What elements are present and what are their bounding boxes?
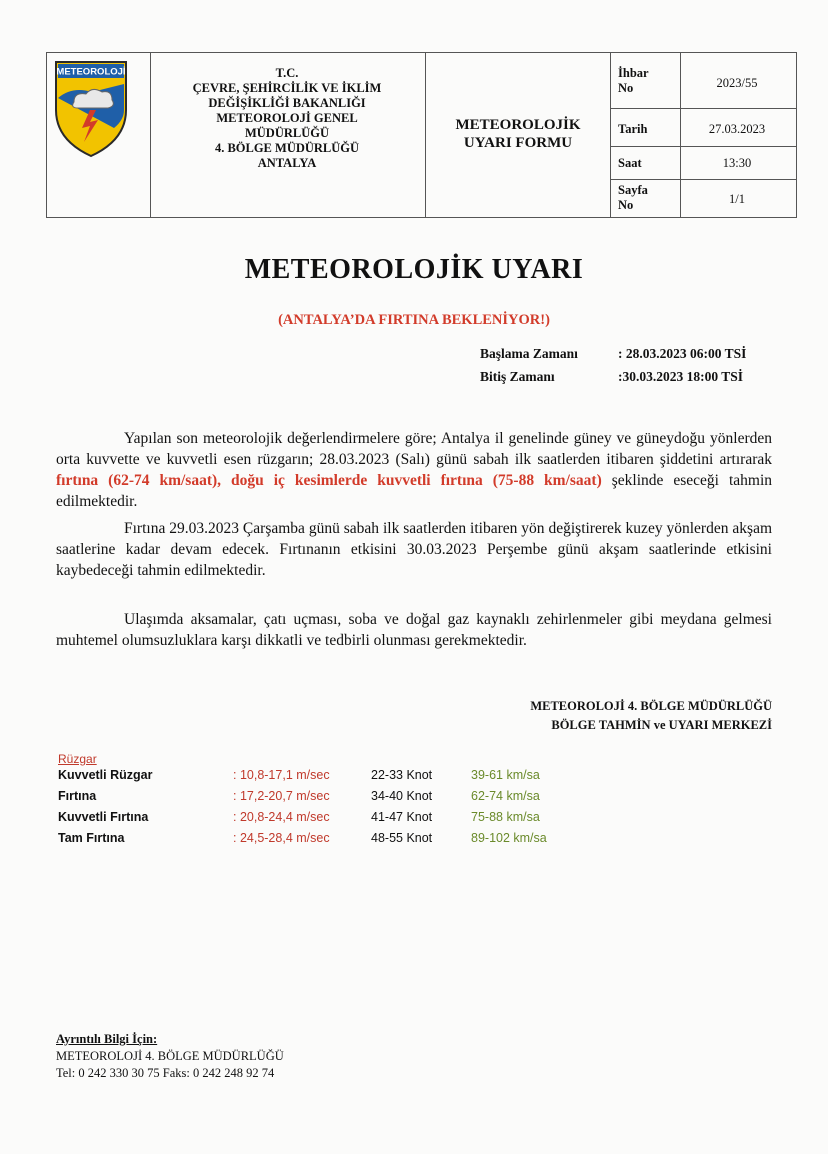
wind-kmh: 89-102 km/sa: [471, 831, 547, 845]
page-title: METEOROLOJİK UYARI: [244, 254, 584, 285]
start-time: [480, 346, 746, 362]
paragraph-1-highlight: fırtına (62-74 km/saat), doğu iç kesimlerde kuvvetli fırtına (75-88 km/saat): [56, 472, 602, 489]
wind-kmh: 39-61 km/sa: [471, 768, 540, 782]
wind-name: Kuvvetli Rüzgar: [58, 768, 153, 782]
wind-knot: 48-55 Knot: [371, 831, 433, 845]
org-line: 4. BÖLGE MÜDÜRLÜĞÜ: [214, 141, 360, 155]
wind-ms: : 24,5-28,4 m/sec: [233, 831, 330, 845]
end-time-value: :30.03.2023 18:00 TSİ: [618, 369, 744, 384]
end-time: [480, 369, 743, 385]
warning-subtitle: (ANTALYA’DA FIRTINA BEKLENİYOR!): [278, 312, 550, 328]
wind-kmh: 75-88 km/sa: [471, 810, 540, 824]
end-time-label: Bitiş Zamanı: [480, 369, 555, 384]
org-line: T.C.: [275, 66, 299, 80]
wind-knot: 34-40 Knot: [371, 789, 433, 803]
paragraph-1: [56, 428, 772, 512]
contact-org: METEOROLOJİ 4. BÖLGE MÜDÜRLÜĞÜ: [56, 1049, 284, 1063]
paragraph-1-end: şeklinde eseceği tahmin edilmektedir.: [56, 472, 773, 510]
contact-block: [56, 1031, 284, 1082]
wind-name: Tam Fırtına: [58, 831, 125, 845]
sayfa-label: [618, 183, 648, 213]
tarih-value: 27.03.2023: [708, 122, 766, 136]
wind-knot: 22-33 Knot: [371, 768, 433, 782]
wind-row: [58, 768, 540, 789]
wind-row: [58, 789, 540, 810]
paragraph-1-text: Yapılan son meteorolojik değerlendirmelere göre; Antalya il genelinde güney ve güneydoğu yönlerden orta kuvvette ve kuvvetli esen rüzgarın; 28.03.2023 (Salı) günü sabah ilk saatlerden itibaren şiddetini artırarak: [56, 430, 772, 468]
saat-value: 13:30: [722, 156, 752, 170]
start-time-label: Başlama Zamanı: [480, 346, 578, 361]
sayfa-label-line-2: No: [618, 198, 634, 212]
tarih-label: Tarih: [618, 122, 648, 136]
logo-text: METEOROLOJİ: [56, 66, 126, 78]
sayfa-value: 1/1: [729, 192, 745, 206]
org-line: MÜDÜRLÜĞÜ: [244, 126, 330, 140]
ihbar-value: 2023/55: [716, 76, 758, 90]
ihbar-label: [618, 66, 649, 96]
org-line: DEĞİŞİKLİĞİ BAKANLIĞI: [208, 96, 366, 110]
org-line: METEOROLOJİ GENEL: [216, 111, 358, 125]
signature-line-1: METEOROLOJİ 4. BÖLGE MÜDÜRLÜĞÜ: [530, 699, 772, 713]
org-line: ÇEVRE, ŞEHİRCİLİK VE İKLİM: [192, 81, 382, 95]
start-time-value: : 28.03.2023 06:00 TSİ: [618, 346, 747, 361]
contact-phone: Tel: 0 242 330 30 75 Faks: 0 242 248 92 74: [56, 1066, 275, 1080]
saat-label: Saat: [618, 156, 642, 170]
signature-line-2: BÖLGE TAHMİN ve UYARI MERKEZİ: [551, 718, 772, 732]
wind-row: [58, 831, 547, 852]
wind-scale-table: [58, 752, 547, 852]
org-line: ANTALYA: [257, 156, 317, 170]
paragraph-3-text: Ulaşımda aksamalar, çatı uçması, soba ve doğal gaz kaynaklı zehirlenmeler gibi meydana gelmesi muhtemel olumsuzluklara karşı dikkatli ve tedbirli olunması gerekmektedir.: [56, 611, 772, 649]
paragraph-2-text: Fırtına 29.03.2023 Çarşamba günü sabah ilk saatlerden itibaren yön değiştirerek kuzey yönlerden akşam saatlerine kadar devam edecek. Fırtınanın etkisini 30.03.2023 Perşembe günü akşam saatlerinde etkisini kaybedeceği tahmin edilmektedir.: [56, 520, 772, 579]
signature-block: [530, 697, 772, 735]
paragraph-3: [56, 609, 772, 651]
ihbar-label-line-1: İhbar: [618, 66, 649, 80]
wind-ms: : 17,2-20,7 m/sec: [233, 789, 330, 803]
form-title: [426, 116, 610, 152]
contact-title: Ayrıntılı Bilgi İçin:: [56, 1032, 158, 1046]
wind-kmh: 62-74 km/sa: [471, 789, 540, 803]
wind-row: [58, 810, 540, 831]
wind-name: Kuvvetli Fırtına: [58, 810, 149, 824]
wind-ms: : 20,8-24,4 m/sec: [233, 810, 330, 824]
form-title-line-1: METEOROLOJİK: [455, 117, 581, 133]
wind-knot: 41-47 Knot: [371, 810, 433, 824]
wind-name: Fırtına: [58, 789, 97, 803]
paragraph-2: [56, 518, 772, 581]
wind-heading: Rüzgar: [58, 752, 97, 766]
ihbar-label-line-2: No: [618, 81, 634, 95]
wind-ms: : 10,8-17,1 m/sec: [233, 768, 330, 782]
form-title-line-2: UYARI FORMU: [463, 135, 573, 151]
organization-block: [152, 66, 422, 171]
meteoroloji-logo: [52, 58, 130, 158]
sayfa-label-line-1: Sayfa: [618, 183, 648, 197]
